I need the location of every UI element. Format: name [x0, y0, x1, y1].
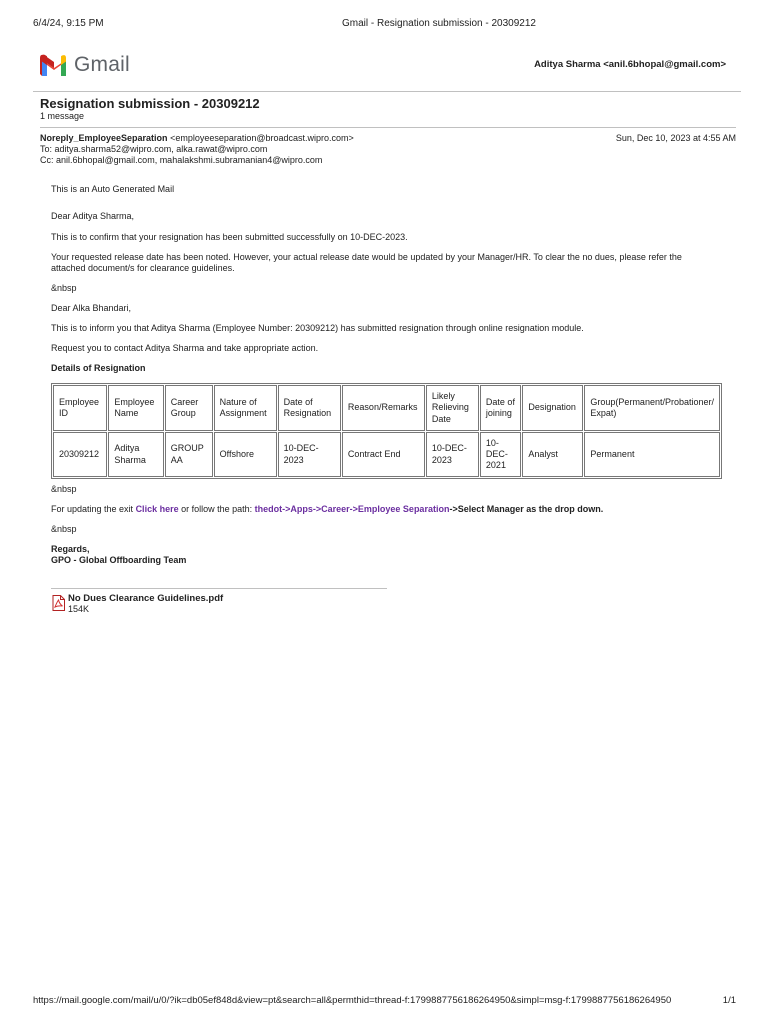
- account-label: Aditya Sharma <anil.6bhopal@gmail.com>: [534, 59, 726, 70]
- col-employee-name: Employee Name: [108, 385, 163, 431]
- cell-career-group: GROUP AA: [165, 432, 213, 477]
- update-suffix: ->Select Manager as the drop down.: [449, 504, 604, 514]
- auto-generated-note: This is an Auto Generated Mail: [51, 184, 175, 194]
- cell-employee-id: 20309212: [53, 432, 107, 477]
- greeting-employee: Dear Aditya Sharma,: [51, 211, 135, 221]
- path-link[interactable]: thedot->Apps->Career->Employee Separation: [254, 504, 450, 514]
- sender: [40, 133, 354, 144]
- col-nature-of-assignment: Nature of Assignment: [214, 385, 277, 431]
- sender-email: <employeeseparation@broadcast.wipro.com>: [170, 133, 354, 143]
- attachment-size: 154K: [68, 604, 90, 614]
- update-prefix: For updating the exit: [51, 504, 136, 514]
- message-count: 1 message: [40, 111, 85, 121]
- nbsp-text: &nbsp: [51, 524, 77, 534]
- release-note-line2: attached document/s for clearance guidelines.: [51, 263, 235, 274]
- col-group: Group(Permanent/Probationer/ Expat): [584, 385, 720, 431]
- signature: [51, 544, 701, 567]
- greeting-manager: Dear Alka Bhandari,: [51, 303, 132, 313]
- confirmation-text: This is to confirm that your resignation has been submitted successfully on 10-DEC-2023.: [51, 232, 408, 242]
- table-row: [53, 432, 720, 477]
- sender-name: Noreply_EmployeeSeparation: [40, 133, 168, 143]
- print-datetime: 6/4/24, 9:15 PM: [33, 18, 104, 29]
- footer-url: https://mail.google.com/mail/u/0/?ik=db05ef848d&view=pt&search=all&permthid=thread-f:1799887756186264950&simpl=msg-f:1799887756186264950: [33, 995, 672, 1006]
- attachment-name[interactable]: No Dues Clearance Guidelines.pdf: [68, 593, 224, 604]
- gmail-m-icon: [40, 54, 68, 76]
- recipients-cc: Cc: anil.6bhopal@gmail.com, mahalakshmi.subramanian4@wipro.com: [40, 155, 323, 165]
- nbsp-text: &nbsp: [51, 484, 77, 494]
- thread-divider: [40, 127, 736, 128]
- regards-text: Regards,: [51, 544, 90, 554]
- print-title: Gmail - Resignation submission - 20309212: [342, 18, 536, 29]
- cell-likely-relieving-date: 10-DEC-2023: [426, 432, 479, 477]
- inform-text: This is to inform you that Aditya Sharma (Employee Number: 20309212) has submitted resignation through online resignation module.: [51, 323, 584, 333]
- release-note-line1: Your requested release date has been noted. However, your actual release date would be updated by your Manager/HR. To clear the no dues, please refer the: [51, 252, 682, 262]
- table-header-row: [53, 385, 720, 431]
- resignation-details-table: [51, 383, 722, 479]
- col-designation: Designation: [522, 385, 583, 431]
- col-reason-remarks: Reason/Remarks: [342, 385, 425, 431]
- attachment-divider: [51, 588, 387, 589]
- click-here-link[interactable]: Click here: [135, 504, 179, 514]
- details-heading: Details of Resignation: [51, 363, 146, 373]
- col-likely-relieving-date: Likely Relieving Date: [426, 385, 479, 431]
- cell-employee-name: Aditya Sharma: [108, 432, 163, 477]
- thread-subject: Resignation submission - 20309212: [40, 96, 260, 111]
- cell-nature-of-assignment: Offshore: [214, 432, 277, 477]
- col-date-of-resignation: Date of Resignation: [278, 385, 341, 431]
- cell-designation: Analyst: [522, 432, 583, 477]
- gmail-logo[interactable]: [40, 52, 130, 78]
- cell-reason-remarks: Contract End: [342, 432, 425, 477]
- sent-date: Sun, Dec 10, 2023 at 4:55 AM: [615, 133, 736, 143]
- recipients-to: To: aditya.sharma52@wipro.com, alka.rawat@wipro.com: [40, 144, 268, 154]
- col-date-of-joining: Date of joining: [480, 385, 521, 431]
- update-mid: or follow the path:: [178, 504, 255, 514]
- release-note: [51, 252, 701, 275]
- col-career-group: Career Group: [165, 385, 213, 431]
- request-text: Request you to contact Aditya Sharma and take appropriate action.: [51, 343, 319, 353]
- header-divider: [33, 91, 741, 92]
- cell-date-of-joining: 10-DEC-2021: [480, 432, 521, 477]
- nbsp-text: &nbsp: [51, 283, 77, 293]
- col-employee-id: Employee ID: [53, 385, 107, 431]
- footer-page-number: 1/1: [722, 995, 736, 1006]
- gmail-logo-text: Gmail: [74, 52, 130, 76]
- cell-date-of-resignation: 10-DEC-2023: [278, 432, 341, 477]
- team-name: GPO - Global Offboarding Team: [51, 555, 187, 566]
- pdf-icon[interactable]: [52, 595, 65, 611]
- update-instructions: [51, 504, 701, 515]
- cell-group: Permanent: [584, 432, 720, 477]
